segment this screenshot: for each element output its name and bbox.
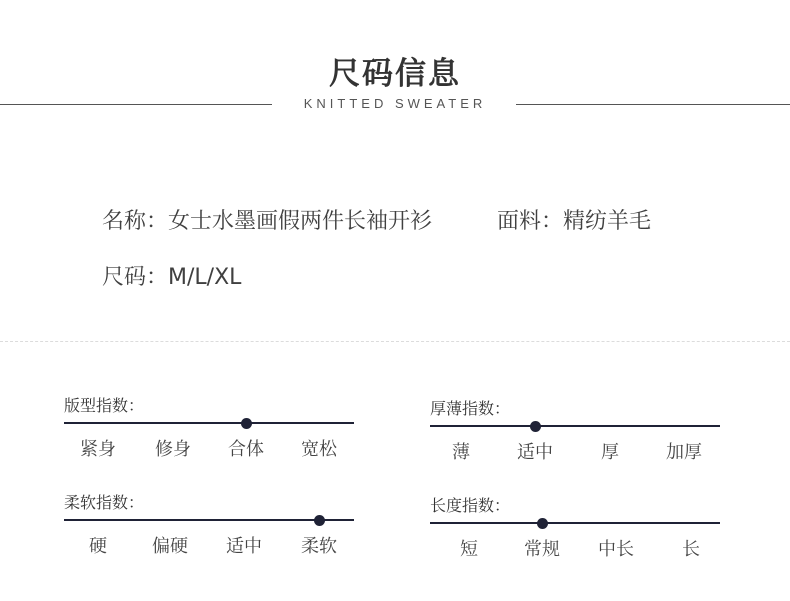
- product-size: 尺码：M/L/XL: [102, 265, 242, 290]
- thickness-scale-indicator: [530, 421, 541, 432]
- softness-scale-indicator: [314, 515, 325, 526]
- softness-option: 硬: [89, 536, 107, 557]
- thickness-option: 厚: [601, 442, 619, 463]
- fit-option: 修身: [155, 439, 191, 460]
- length-option: 常规: [524, 539, 560, 560]
- page-subtitle: KNITTED SWEATER: [303, 96, 487, 111]
- section-divider: [0, 341, 790, 342]
- fit-option: 合体: [228, 439, 264, 460]
- thickness-option: 适中: [517, 442, 553, 463]
- fit-option: 紧身: [80, 439, 116, 460]
- length-option: 中长: [598, 539, 634, 560]
- softness-option: 柔软: [301, 536, 337, 557]
- product-name: 名称：女士水墨画假两件长袖开衫: [102, 209, 433, 234]
- thickness-scale-label: 厚薄指数：: [430, 399, 511, 418]
- thickness-option: 加厚: [666, 442, 702, 463]
- length-scale-indicator: [537, 518, 548, 529]
- softness-option: 适中: [226, 536, 262, 557]
- fit-option: 宽松: [301, 439, 337, 460]
- thickness-option: 薄: [452, 442, 470, 463]
- fit-scale-track: [64, 422, 354, 424]
- length-option: 长: [682, 539, 700, 560]
- softness-scale-track: [64, 519, 354, 521]
- header-divider-right: [516, 104, 790, 105]
- softness-option: 偏硬: [152, 536, 188, 557]
- length-option: 短: [460, 539, 478, 560]
- fit-scale-label: 版型指数：: [64, 396, 145, 415]
- softness-scale-label: 柔软指数：: [64, 493, 145, 512]
- thickness-scale-track: [430, 425, 720, 427]
- length-scale: [430, 493, 722, 573]
- softness-scale: [64, 490, 356, 570]
- fit-scale-indicator: [241, 418, 252, 429]
- thickness-scale: [430, 396, 722, 476]
- fit-scale: [64, 393, 356, 473]
- length-scale-label: 长度指数：: [430, 496, 511, 515]
- length-scale-track: [430, 522, 720, 524]
- product-material: 面料：精纺羊毛: [497, 209, 652, 234]
- page-title: 尺码信息: [329, 56, 461, 92]
